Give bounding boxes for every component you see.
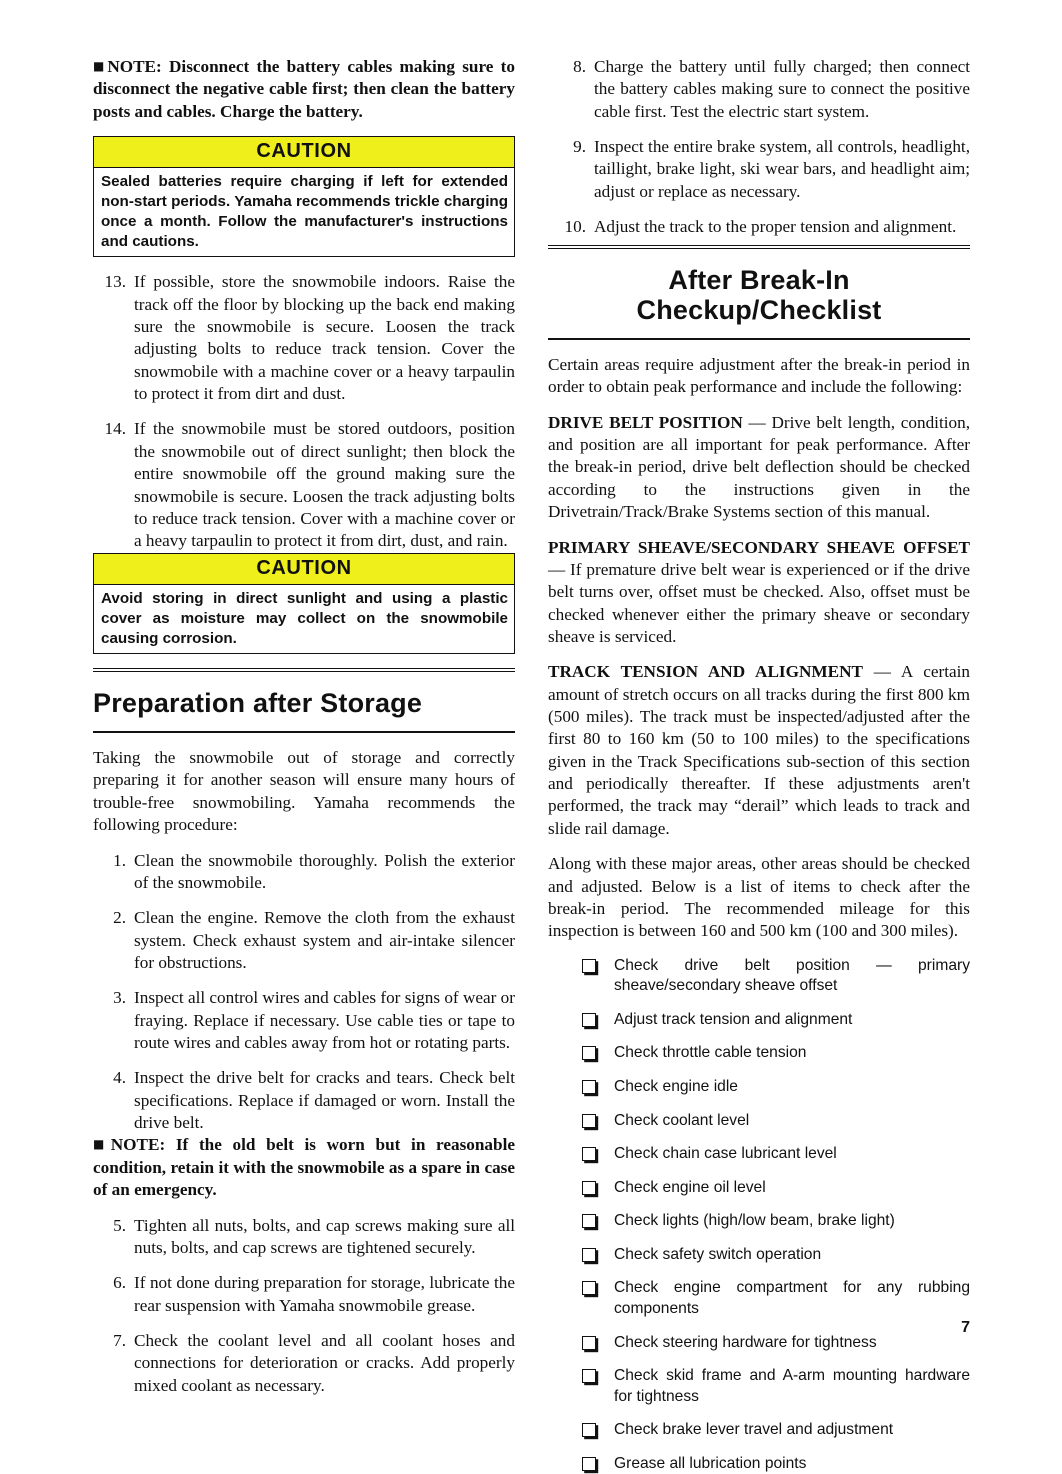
list-item-text: Charge the battery until fully charged; then connect the battery cables making sure to connect the positive cable first. Test the electric start system. xyxy=(594,57,970,121)
preparation-steps-list-b xyxy=(93,1215,515,1398)
page-number: 7 xyxy=(961,1319,970,1336)
checklist-item[interactable] xyxy=(582,1010,970,1031)
note-bullet-icon: ■ xyxy=(93,59,108,73)
section-preparation-after-storage xyxy=(93,668,515,733)
list-item-text: Clean the snowmobile thoroughly. Polish the exterior of the snowmobile. xyxy=(134,850,515,892)
note-bullet-icon: ■ xyxy=(93,1137,111,1152)
section-top-rule xyxy=(548,245,970,249)
right-column xyxy=(548,56,970,1474)
checklist-item-label: Check brake lever travel and adjustment xyxy=(614,1421,894,1439)
checkbox-icon[interactable] xyxy=(582,959,596,973)
break-in-intro-paragraph: Certain areas require adjustment after the break-in period in order to obtain peak performance and include the following: xyxy=(548,354,970,397)
checkbox-icon[interactable] xyxy=(582,1046,596,1060)
checklist-intro-paragraph: Along with these major areas, other areas should be checked and adjusted. Below is a list of items to check after the break-in period. The recommended mileage for this inspection is between 160 and 500 km (100 and 300 miles). xyxy=(548,854,970,941)
list-item xyxy=(93,1067,515,1134)
section-bottom-rule xyxy=(548,338,970,340)
list-item-number: 8. xyxy=(573,57,586,76)
checklist-item-label: Check safety switch operation xyxy=(614,1245,822,1263)
list-item-number: 9. xyxy=(573,137,586,157)
caution-body: Avoid storing in direct sunlight and using a plastic cover as moisture may collect on the snowmobile causing corrosion. xyxy=(101,589,508,647)
list-item-text: If not done during preparation for storage, lubricate the rear suspension with Yamaha snowmobile grease. xyxy=(134,1273,515,1315)
topic-body: — A certain amount of stretch occurs on all tracks during the first 800 km (500 miles). The track must be inspected/adjusted after the first 80 to 160 km (50 to 100 miles) to the specifications given in the Track Specifications sub-section of this section and periodically thereafter. If these adjustments aren't performed, the track may “derail” which leads to track and slide rail damage. xyxy=(548,662,970,838)
checklist-item-label: Check steering hardware for tightness xyxy=(614,1333,877,1351)
caution-body: Sealed batteries require charging if left for extended non-start periods. Yamaha recommends trickle charging once a month. Follow the manufacturer's instructions and cautions. xyxy=(101,173,508,251)
checkbox-icon[interactable] xyxy=(582,1181,596,1195)
checklist-item-label: Check engine oil level xyxy=(614,1178,766,1196)
list-item-text: Tighten all nuts, bolts, and cap screws making sure all nuts, bolts, and cap screws are tightened securely. xyxy=(134,1215,515,1257)
checklist-item[interactable] xyxy=(582,1454,970,1474)
checklist-item[interactable] xyxy=(582,1420,970,1441)
list-item xyxy=(93,418,515,552)
checklist-item[interactable] xyxy=(582,1144,970,1165)
section-after-break-in xyxy=(548,245,970,340)
checklist-item[interactable] xyxy=(582,1366,970,1407)
list-item-text: Adjust the track to the proper tension and alignment. xyxy=(594,217,957,237)
checklist-item-label: Check drive belt position — primary sheave/secondary sheave offset xyxy=(614,956,970,995)
checklist-item-label: Check coolant level xyxy=(614,1111,750,1129)
list-item-number: 7. xyxy=(113,1330,126,1350)
checklist-item[interactable] xyxy=(582,1333,970,1354)
topic-track-tension-alignment xyxy=(548,661,970,840)
note-old-belt xyxy=(93,1134,515,1201)
checklist-item-label: Check chain case lubricant level xyxy=(614,1145,837,1163)
checklist-item-label: Check lights (high/low beam, brake light) xyxy=(614,1212,895,1230)
checkbox-icon[interactable] xyxy=(582,1147,596,1161)
topic-body: — Drive belt length, condition, and position are all important for peak performance. After the break-in period, drive belt deflection should be checked according to the instructions given in the Drivetrain/Track/Brake Systems section of this manual. xyxy=(548,412,970,522)
section-heading xyxy=(548,265,970,325)
checklist-item[interactable] xyxy=(582,1043,970,1064)
section-top-rule xyxy=(93,668,515,672)
list-item-number: 3. xyxy=(113,988,126,1008)
note-battery-cables-text: NOTE: Disconnect the battery cables making sure to disconnect the negative cable first; then clean the battery posts and cables. Charge the battery. xyxy=(93,57,515,121)
list-item xyxy=(93,1215,515,1260)
list-item xyxy=(93,907,515,974)
topic-lead: DRIVE BELT POSITION xyxy=(548,412,743,432)
checklist-item[interactable] xyxy=(582,1211,970,1232)
section-heading-line2: Checkup/Checklist xyxy=(636,294,882,325)
topic-sheave-offset xyxy=(548,537,970,649)
list-item xyxy=(548,136,970,203)
list-item xyxy=(93,987,515,1054)
list-item-text: If possible, store the snowmobile indoors. Raise the track off the floor by blocking up the back end making sure the snowmobile is secure. Loosen the track adjusting bolts to reduce track tension. Cover the snowmobile with a machine cover or a heavy tarpaulin to protect it from dirt and dust. xyxy=(134,272,515,404)
list-item-number: 4. xyxy=(113,1068,126,1088)
list-item-number: 13. xyxy=(104,272,126,292)
note-old-belt-text: NOTE: If the old belt is worn but in reasonable condition, retain it with the snowmobile as a spare in case of an emergency. xyxy=(93,1135,515,1200)
storage-steps-continued-list xyxy=(548,56,970,239)
checkbox-icon[interactable] xyxy=(582,1114,596,1128)
list-item-text: Inspect the entire brake system, all controls, headlight, taillight, brake light, ski wear bars, and headlight aim; adjust or replace as necessary. xyxy=(594,137,970,201)
storage-steps-list xyxy=(93,271,515,552)
section-bottom-rule xyxy=(93,731,515,733)
list-item-number: 10. xyxy=(564,217,586,237)
checklist-item[interactable] xyxy=(582,1245,970,1266)
checkbox-icon[interactable] xyxy=(582,1214,596,1228)
checklist-item-label: Check skid frame and A-arm mounting hardware for tightness xyxy=(614,1367,970,1405)
list-item xyxy=(93,850,515,895)
checklist-item[interactable] xyxy=(582,956,970,997)
list-item xyxy=(548,216,970,238)
list-item-text: Check the coolant level and all coolant hoses and connections for deterioration or cracks. Add properly mixed coolant as necessary. xyxy=(134,1330,515,1395)
list-item-text: Inspect all control wires and cables for signs of wear or fraying. Replace if necessary. Use cable ties or tape to route wires and cables away from hot or rotating parts. xyxy=(134,988,515,1053)
checkbox-icon[interactable] xyxy=(582,1457,596,1471)
list-item-number: 14. xyxy=(104,419,126,439)
checklist-item[interactable] xyxy=(582,1111,970,1132)
checklist-item[interactable] xyxy=(582,1178,970,1199)
section-heading-line1: After Break-In xyxy=(668,264,850,295)
checkbox-icon[interactable] xyxy=(582,1248,596,1262)
list-item-text: Clean the engine. Remove the cloth from the exhaust system. Check exhaust system and air-intake silencer for obstructions. xyxy=(134,908,515,972)
topic-drive-belt-position xyxy=(548,412,970,524)
break-in-checklist xyxy=(548,956,970,1474)
checkbox-icon[interactable] xyxy=(582,1423,596,1437)
topic-lead: TRACK TENSION AND ALIGNMENT xyxy=(548,662,863,682)
section-heading: Preparation after Storage xyxy=(93,687,423,718)
preparation-steps-list-a xyxy=(93,850,515,1135)
list-item-text: If the snowmobile must be stored outdoors, position the snowmobile out of direct sunlight; then block the entire snowmobile off the ground making sure the snowmobile is secure. Loosen the track adjusting bolts to reduce track tension. Cover with a machine cover or a heavy tarpaulin to protect it from dirt, dust, and rain. xyxy=(134,419,515,551)
checklist-item[interactable] xyxy=(582,1077,970,1098)
checklist-item-label: Check engine idle xyxy=(614,1077,738,1095)
caution-box-battery xyxy=(93,136,515,257)
checklist-item-label: Check throttle cable tension xyxy=(614,1044,807,1062)
list-item-text: Inspect the drive belt for cracks and tears. Check belt specifications. Replace if damaged or worn. Install the drive belt. xyxy=(134,1068,515,1133)
list-item-number: 5. xyxy=(113,1215,126,1235)
caution-box-sunlight xyxy=(93,553,515,654)
list-item-number: 2. xyxy=(113,908,126,928)
topic-body: — If premature drive belt wear is experienced or if the drive belt turns over, offset must be checked. Also, offset must be checked whenever either the primary sheave or secondary sheave is serviced. xyxy=(548,559,970,646)
checklist-item-label: Check engine compartment for any rubbing components xyxy=(614,1279,970,1317)
list-item-number: 1. xyxy=(113,850,126,870)
list-item xyxy=(548,56,970,123)
caution-title: CAUTION xyxy=(94,554,514,585)
checklist-item[interactable] xyxy=(582,1278,970,1319)
left-column xyxy=(93,56,515,1397)
topic-lead: PRIMARY SHEAVE/SECONDARY SHEAVE OFFSET xyxy=(548,537,970,557)
list-item xyxy=(93,1330,515,1397)
checklist-item-label: Grease all lubrication points xyxy=(614,1454,807,1472)
preparation-intro-paragraph: Taking the snowmobile out of storage and correctly preparing it for another season will ensure many hours of trouble-free snowmobiling. Yamaha recommends the following procedure: xyxy=(93,748,515,835)
list-item xyxy=(93,271,515,405)
checkbox-icon[interactable] xyxy=(582,1080,596,1094)
checkbox-icon[interactable] xyxy=(582,1281,596,1295)
checkbox-icon[interactable] xyxy=(582,1013,596,1027)
list-item xyxy=(93,1272,515,1317)
note-battery-cables xyxy=(93,56,515,123)
checklist-item-label: Adjust track tension and alignment xyxy=(614,1010,853,1028)
checkbox-icon[interactable] xyxy=(582,1336,596,1350)
list-item-number: 6. xyxy=(113,1273,126,1293)
checkbox-icon[interactable] xyxy=(582,1369,596,1383)
caution-title: CAUTION xyxy=(94,137,514,168)
